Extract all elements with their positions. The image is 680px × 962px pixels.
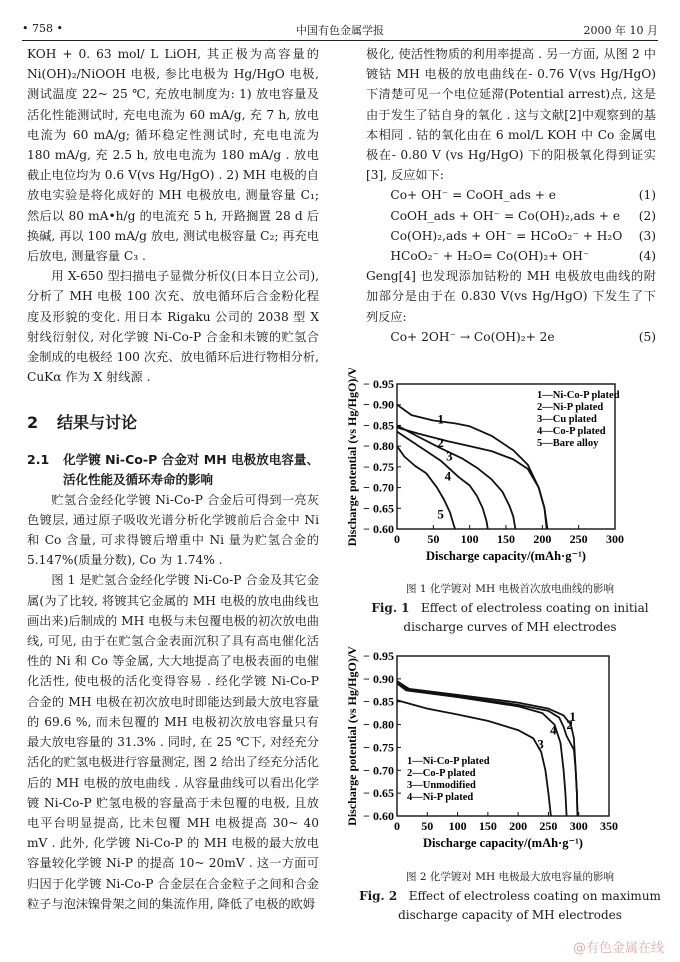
y-tick-label: − 0.80 — [363, 439, 394, 454]
x-tick-label: 50 — [421, 819, 434, 833]
legend-entry: 1—Ni-Co-P plated — [537, 390, 620, 401]
paragraph-polarization: 极化, 使活性物质的利用率提高 . 另一方面, 从图 2 中镀钴 MH 电极的放电曲线在- 0.76 V(vs Hg/HgO) 下清楚可见一个电位延滞(Potential arrest)点, 这是由于发生了钴自身的氧化 . 这与文献[2]中观察到的基本相同 . 钴的氧化由在 6 mol/L KOH 中 Co 金属电极在- 0.80 V (vs Hg/HgO) 下的阳极氧化得到证实[3], 反应如下: — [366, 47, 656, 183]
series-label-1: 1 — [437, 411, 444, 427]
y-tick-label: − 0.95 — [363, 377, 394, 391]
y-tick-label: − 0.85 — [363, 694, 394, 709]
section-heading — [27, 413, 319, 433]
equation-4 — [366, 246, 656, 266]
y-tick-label: − 0.90 — [363, 671, 394, 686]
legend-entry: 3—Unmodified — [407, 780, 476, 791]
figure-1 — [340, 368, 680, 572]
watermark: @有色金属在线 — [572, 941, 664, 956]
equation-expr: Co(OH)₂,ads + OH⁻ = HCoO₂⁻ + H₂O — [390, 228, 623, 243]
caption-english-line-2: discharge curves of MH electrodes — [403, 620, 617, 634]
equation-number: (5) — [638, 329, 656, 344]
caption-english-text: Effect of electroless coating on initial — [420, 601, 649, 615]
y-tick-label: − 0.75 — [363, 740, 394, 755]
equation-expr: Co+ 2OH⁻ → Co(OH)₂+ 2e — [390, 329, 555, 344]
equation-expr: Co+ OH⁻ = CoOH_ads + e — [390, 188, 557, 203]
y-tick-label: − 0.95 — [363, 649, 394, 663]
y-tick-label: − 0.90 — [363, 397, 394, 412]
legend-entry: 4—Ni-P plated — [407, 792, 474, 803]
caption-english-text: Effect of electroless coating on maximum — [408, 889, 661, 903]
equation-1 — [366, 185, 656, 205]
x-tick-label: 300 — [569, 819, 588, 833]
legend-entry: 4—Co-P plated — [537, 426, 606, 437]
caption-english-line-2: discharge capacity of MH electrodes — [398, 908, 622, 922]
legend-entry: 2—Ni-P plated — [537, 402, 604, 413]
equation-number: (2) — [638, 208, 656, 223]
equation-number: (3) — [638, 228, 656, 243]
y-tick-label: − 0.80 — [363, 717, 394, 732]
y-tick-label: − 0.60 — [363, 809, 394, 823]
paragraph-instruments: 用 X-650 型扫描电子显微分析仪(日本日立公司), 分析了 MH 电极 100 次充、放电循环后合金粉化程度及形貌的变化. 用日本 Rigaku 公司的 2038 型 X 射线衍射仪, 对化学镀 Ni-Co-P 合金和未镀的贮氢合金制成的电极经 100 次充、放电循环后进行物相分析, CuKα 作为 X 射线源 . — [27, 269, 319, 385]
x-tick-label: 250 — [569, 532, 588, 546]
figure-2-caption — [340, 868, 680, 925]
journal-title: 中国有色金属学报 — [296, 24, 384, 37]
section-number: 2 — [27, 413, 39, 433]
series-label-2: 2 — [566, 717, 573, 733]
paragraph-geng: Geng[4] 也发现添加钴粉的 MH 电极放电曲线的附加部分是由于在 0.830 V(vs Hg/HgO) 下发生了下列反应: — [366, 269, 656, 324]
section-title: 结果与讨论 — [57, 413, 138, 433]
page-number: • 758 • — [22, 22, 63, 35]
subsection-number: 2.1 — [27, 451, 50, 467]
x-tick-label: 100 — [448, 819, 467, 833]
legend-entry: 1—Ni-Co-P plated — [407, 756, 490, 767]
x-tick-label: 350 — [600, 819, 618, 833]
x-tick-label: 100 — [460, 532, 479, 546]
legend-entry: 3—Cu plated — [537, 414, 597, 425]
y-tick-label: − 0.65 — [363, 501, 394, 516]
figure-2-chart — [340, 644, 680, 854]
equation-expr: CoOH_ads + OH⁻ = Co(OH)₂,ads + e — [390, 208, 621, 223]
equation-5 — [366, 327, 656, 347]
y-axis-label: Discharge potential (vs Hg/HgO)/V — [345, 368, 359, 547]
x-tick-label: 300 — [606, 532, 624, 546]
x-axis-label: Discharge capacity/(mAh·g⁻¹) — [423, 836, 583, 850]
y-tick-label: − 0.70 — [363, 480, 394, 495]
legend-entry: 2—Co-P plated — [407, 768, 476, 779]
x-tick-label: 150 — [478, 819, 497, 833]
series-line-2 — [397, 428, 547, 530]
equation-3 — [366, 226, 656, 246]
legend-entry: 5—Bare alloy — [537, 438, 599, 449]
subsection-title: 化学镀 Ni-Co-P 合金对 MH 电极放电容量、活化性能及循环寿命的影响 — [63, 451, 319, 487]
caption-chinese: 图 1 化学镀对 MH 电极首次放电曲线的影响 — [406, 583, 614, 595]
subsection-heading — [27, 450, 319, 490]
x-tick-label: 250 — [539, 819, 558, 833]
left-column — [27, 44, 319, 914]
series-label-3: 3 — [446, 448, 453, 464]
paragraph-discussion: 图 1 是贮氢合金经化学镀 Ni-Co-P 合金及其它金属(为了比较, 将镀其它金属的 MH 电极的放电曲线也画出来)后制成的 MH 电极与未包覆电极的初次放电曲线, 可见, 由于在贮氢合金表面沉积了具有高电催化活性的 Ni 和 Co 等金属, 大大地提高了电极表面的电催化活性, 使电极的活化变得容易 . 经化学镀 Ni-Co-P 合金的 MH 电极在初次放电时即能达到最大放电容量的 69.6 %, 而未包覆的 MH 电极初次放电容量只有最大放电容量的 31.3% . 同时, 在 25 ℃下, 对经充分活化的贮氢电极进行容量测定, 图 2 给出了经充分活化后的 MH 电极的放电曲线 . 从容量曲线可以看出化学镀 Ni-Co-P 贮氢电极的容量高于未包覆的电极, 且放电平台明显提高, 比未包覆 MH 电极提高 30~ 40 mV . 此外, 化学镀 Ni-Co-P 的 MH 电极的最大放电容量较化学镀 Ni-P 的提高 10~ 20mV . 这一方面可归因于化学镀 Ni-Co-P 合金层在合金粒子之间和合金粒子与泡沫镍骨架之间的集流作用, 降低了电极的欧姆 — [27, 573, 319, 911]
series-label-5: 5 — [437, 506, 444, 522]
y-axis-label: Discharge potential (vs Hg/HgO)/V — [345, 646, 359, 826]
x-tick-label: 0 — [394, 819, 400, 833]
x-tick-label: 200 — [509, 819, 528, 833]
equation-expr: HCoO₂⁻ + H₂O= Co(OH)₂+ OH⁻ — [390, 249, 590, 264]
caption-english-line-1 — [340, 599, 680, 618]
y-tick-label: − 0.60 — [363, 522, 394, 536]
equation-2 — [366, 206, 656, 226]
y-tick-label: − 0.65 — [363, 786, 394, 801]
series-label-4: 4 — [444, 468, 452, 484]
x-tick-label: 50 — [427, 532, 440, 546]
x-axis-label: Discharge capacity/(mAh·g⁻¹) — [426, 549, 586, 563]
y-tick-label: − 0.85 — [363, 418, 394, 433]
right-column — [366, 44, 656, 347]
figure-1-chart — [340, 368, 680, 568]
series-label-4: 4 — [550, 722, 557, 738]
figure-label: Fig. 1 — [371, 601, 410, 615]
issue-date: 2000 年 10 月 — [583, 24, 658, 37]
series-label-1: 1 — [569, 708, 576, 724]
caption-english-line-1 — [340, 887, 680, 906]
caption-chinese: 图 2 化学镀对 MH 电极最大放电容量的影响 — [406, 871, 614, 883]
x-tick-label: 150 — [497, 532, 515, 546]
y-tick-label: − 0.75 — [363, 459, 394, 474]
figure-2 — [340, 644, 680, 858]
equation-number: (4) — [638, 249, 656, 264]
x-tick-label: 0 — [394, 532, 400, 546]
paragraph-coating: 贮氢合金经化学镀 Ni-Co-P 合金后可得到一亮灰色镀层, 通过原子吸收光谱分析化学镀前后合金中 Ni 和 Co 含量, 可求得镀后增重中 Ni 量为贮氢合金的 5.147%(质量分数), Co 为 1.74% . — [27, 492, 319, 568]
paragraph-methods: KOH + 0. 63 mol/ L LiOH, 其正极为高容量的Ni(OH)₂/NiOOH 电极, 参比电极为 Hg/HgO 电极, 测试温度 22~ 25 ℃, 充放电制度为: 1) 放电容量及活化性能测试时, 充电电流为 60 mA/g, 充 7 h, 放电电流为 60 mA/g; 循环稳定性测试时, 充电电流为 180 mA/g, 充 2.5 h, 放电电流为 180 mA/g . 放电截止电位均为 0.6 V(vs Hg/HgO) . 2) MH 电极的自放电实验是将化成好的 MH 电极放电, 测量容量 C₁; 然后以 80 mA•h/g 的电流充 5 h, 开路搁置 28 d 后换碱, 再以 100 mA/g 放电, 测试电极容量 C₂; 再充电后放电, 测量容量 C₃ . — [27, 47, 319, 264]
equation-number: (1) — [638, 188, 656, 203]
y-tick-label: − 0.70 — [363, 763, 394, 778]
x-tick-label: 200 — [533, 532, 552, 546]
figure-1-caption — [340, 580, 680, 637]
series-label-3: 3 — [537, 736, 544, 752]
series-label-2: 2 — [437, 434, 444, 450]
figure-label: Fig. 2 — [359, 889, 398, 903]
running-header — [22, 18, 658, 41]
